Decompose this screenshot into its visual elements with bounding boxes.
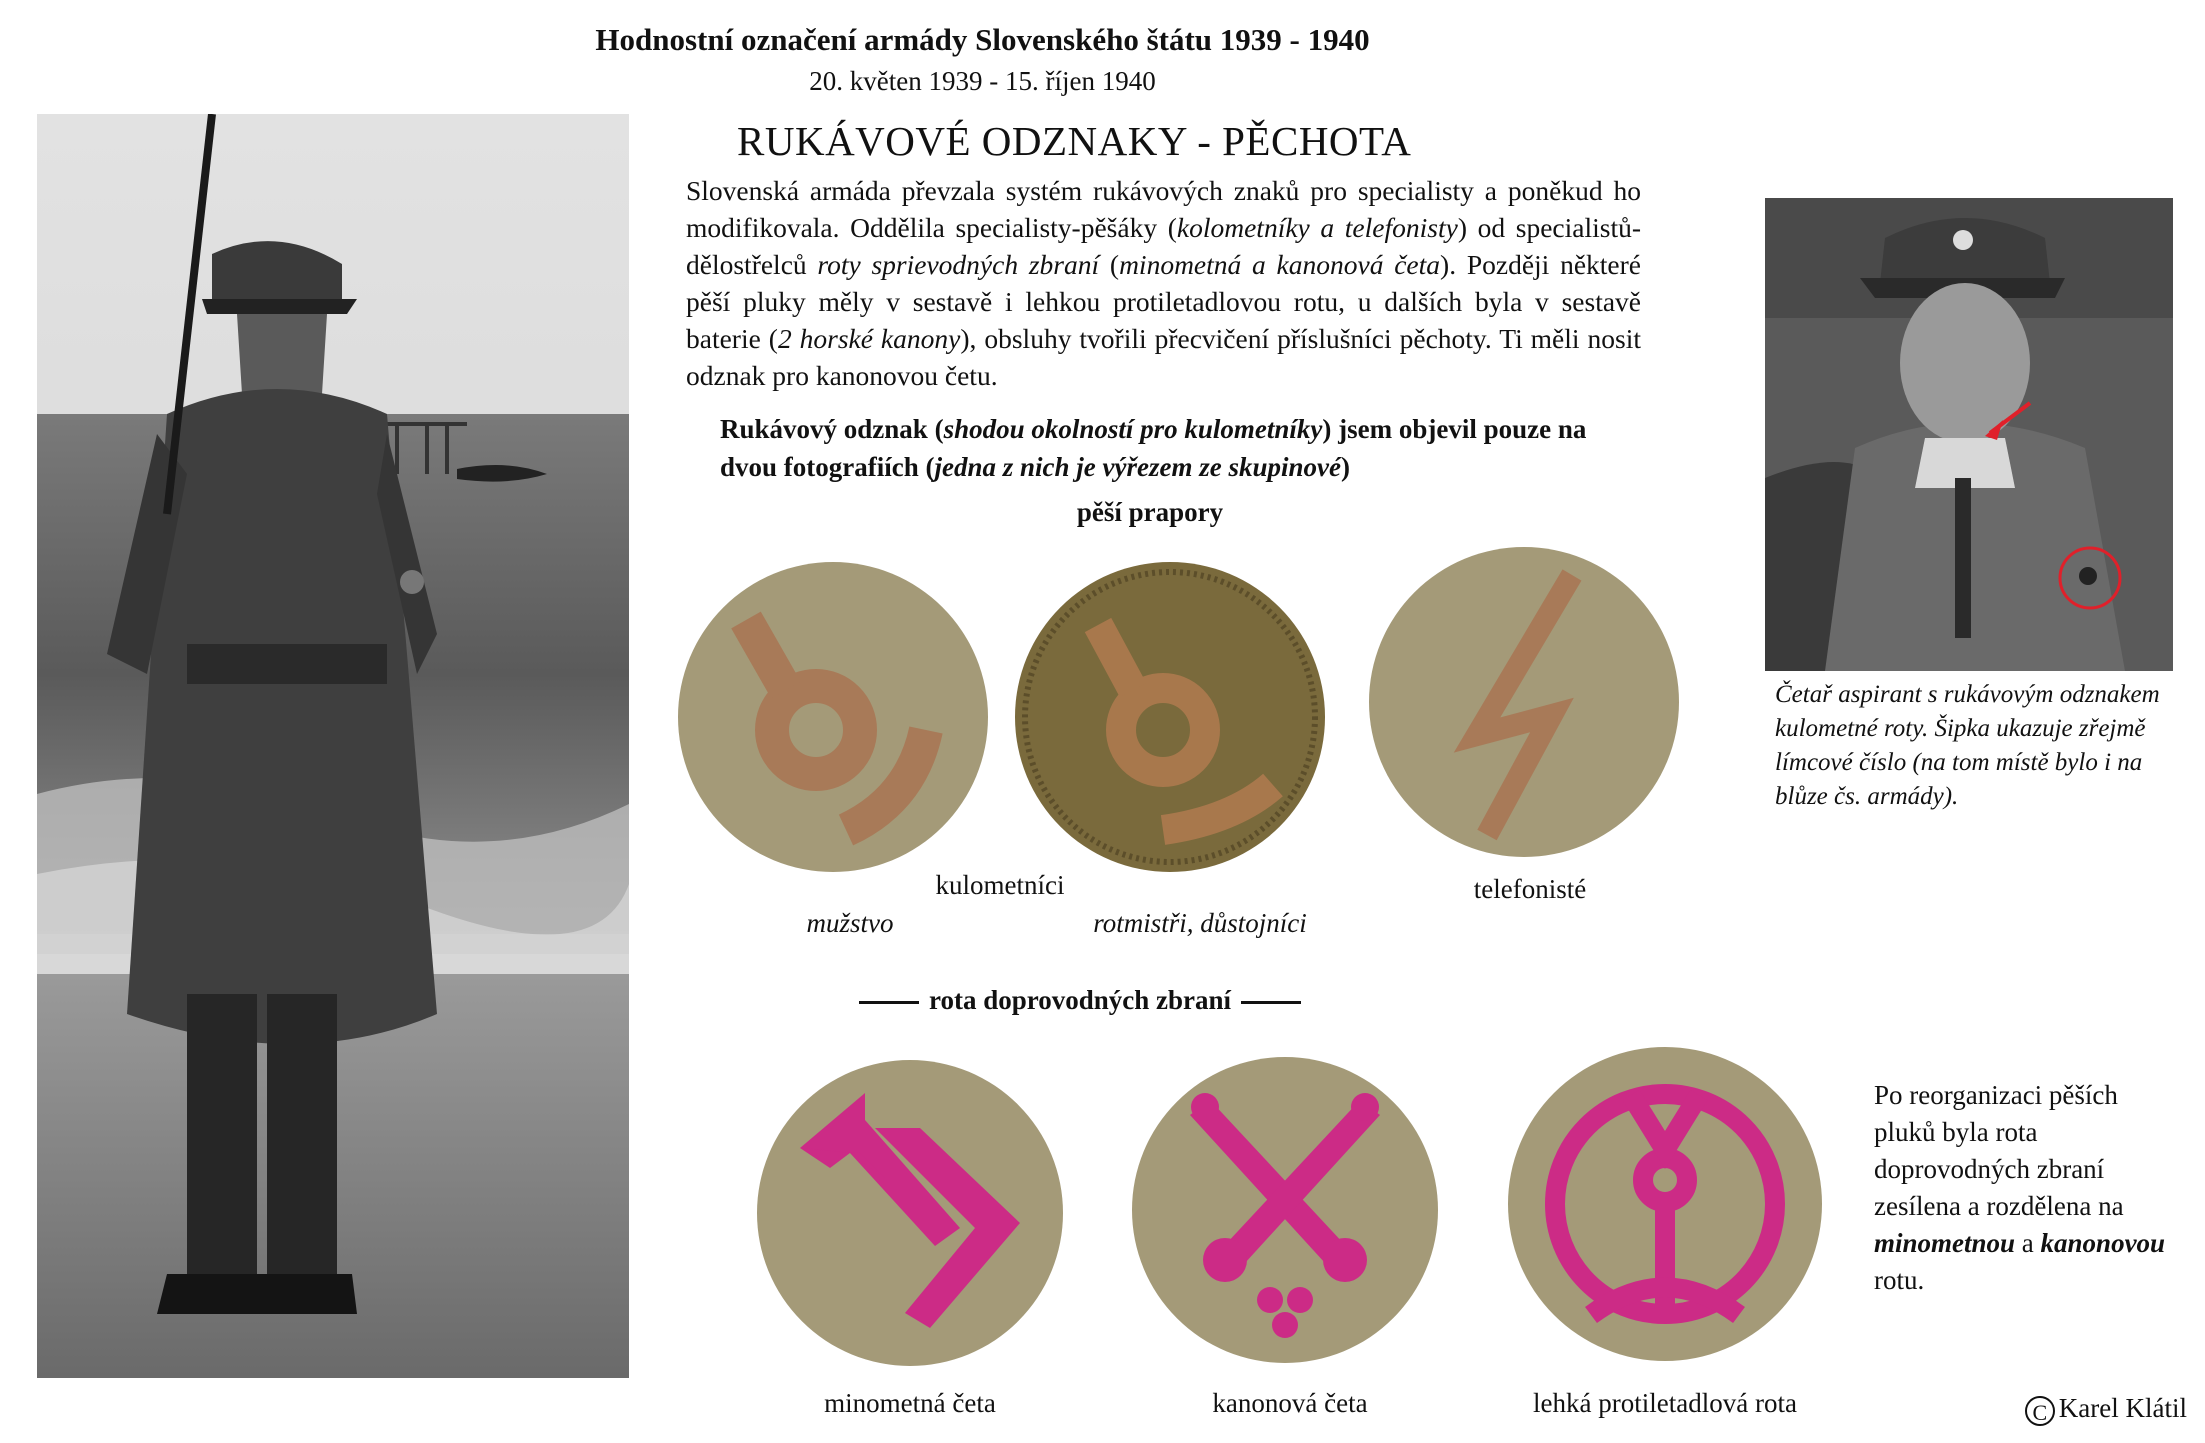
intro-text-italic: minometná a kanonová četa (1119, 249, 1441, 280)
soldier-photo (37, 114, 629, 1378)
intro-text-italic: 2 horské kanony (777, 323, 961, 354)
note-text: ) jsem objevil pouze na dvou fotografiích ( (720, 414, 1587, 482)
nco-photo (1765, 198, 2173, 671)
caption-kanonova: kanonová četa (1212, 1388, 1368, 1418)
patch-mortar-platoon (755, 1058, 1065, 1368)
side-note-emphasis: minometnou (1874, 1228, 2016, 1258)
side-note-text: rotu. (1874, 1265, 1925, 1295)
side-note-emphasis: kanonovou (2040, 1228, 2166, 1258)
page-title: Hodnostní označení armády Slovenského štátu 1939 - 1940 (595, 22, 1370, 57)
intro-text: ) od specialistů-dělostřelců (686, 212, 1641, 280)
caption-telefoniste: telefonisté (1473, 874, 1587, 904)
patch-telephonists (1367, 545, 1682, 860)
photo-note (720, 410, 1650, 486)
note-text-italic: shodou okolností pro kulometníky (943, 414, 1323, 444)
section-label-support (840, 985, 1320, 1016)
caption-muzstvo: mužstvo (806, 908, 894, 938)
note-text-italic: jedna z nich je výřezem ze skupinové (934, 452, 1341, 482)
side-note (1874, 1077, 2184, 1299)
caption-protiletadlova: lehká protiletadlová rota (1533, 1388, 1797, 1418)
intro-text: ). Později některé pěší pluky měly v sestavě i lehkou protiletadlovou rotu, u dalších byla v sestavě baterie ( (686, 249, 1641, 354)
date-range: 20. květen 1939 - 15. říjen 1940 (809, 66, 1156, 96)
caption-minometna: minometná četa (824, 1388, 996, 1418)
intro-text: ), obsluhy tvořili přecvičení příslušníci pěchoty. Ti měli nosit odznak pro kanonovou četu. (686, 323, 1641, 391)
caption-kulometnici: kulometníci (935, 870, 1065, 900)
intro-text: ( (1099, 249, 1120, 280)
copyright-icon: C (2025, 1396, 2055, 1426)
intro-text-italic: roty sprievodných zbraní (817, 249, 1100, 280)
side-note-text: Po reorganizaci pěších pluků byla rota doprovodných zbraní zesílena a rozdělena na (1874, 1080, 2124, 1221)
patch-anti-aircraft-company (1506, 1045, 1824, 1363)
section-heading: RUKÁVOVÉ ODZNAKY - PĚCHOTA (737, 118, 1412, 164)
patch-cannon-platoon (1130, 1055, 1440, 1365)
side-note-text: a (2015, 1228, 2041, 1258)
copyright-author: Karel Klátil (2058, 1393, 2187, 1423)
intro-text: Slovenská armáda převzala systém rukávových znaků pro specialisty a poněkud ho modifikovala. Oddělila specialisty-pěšáky ( (686, 175, 1641, 243)
section-label-infantry: pěší prapory (1076, 497, 1224, 527)
copyright (2025, 1393, 2187, 1426)
intro-text-italic: kolometníky a telefonisty (1176, 212, 1458, 243)
note-text: Rukávový odznak ( (720, 414, 944, 444)
section-label-support-text: rota doprovodných zbraní (928, 985, 1232, 1015)
caption-rotmistri: rotmistři, důstojníci (1093, 908, 1307, 938)
patch-machine-gunners-men (676, 560, 991, 875)
photo-caption: Četař aspirant s rukávovým odznakem kulometné roty. Šipka ukazuje zřejmě límcové číslo (na tom místě bylo i na blůze čs. armády). (1775, 681, 2160, 810)
note-text: ) (1340, 452, 1350, 482)
intro-paragraph (686, 172, 1641, 394)
patch-machine-gunners-officers (1013, 560, 1328, 875)
